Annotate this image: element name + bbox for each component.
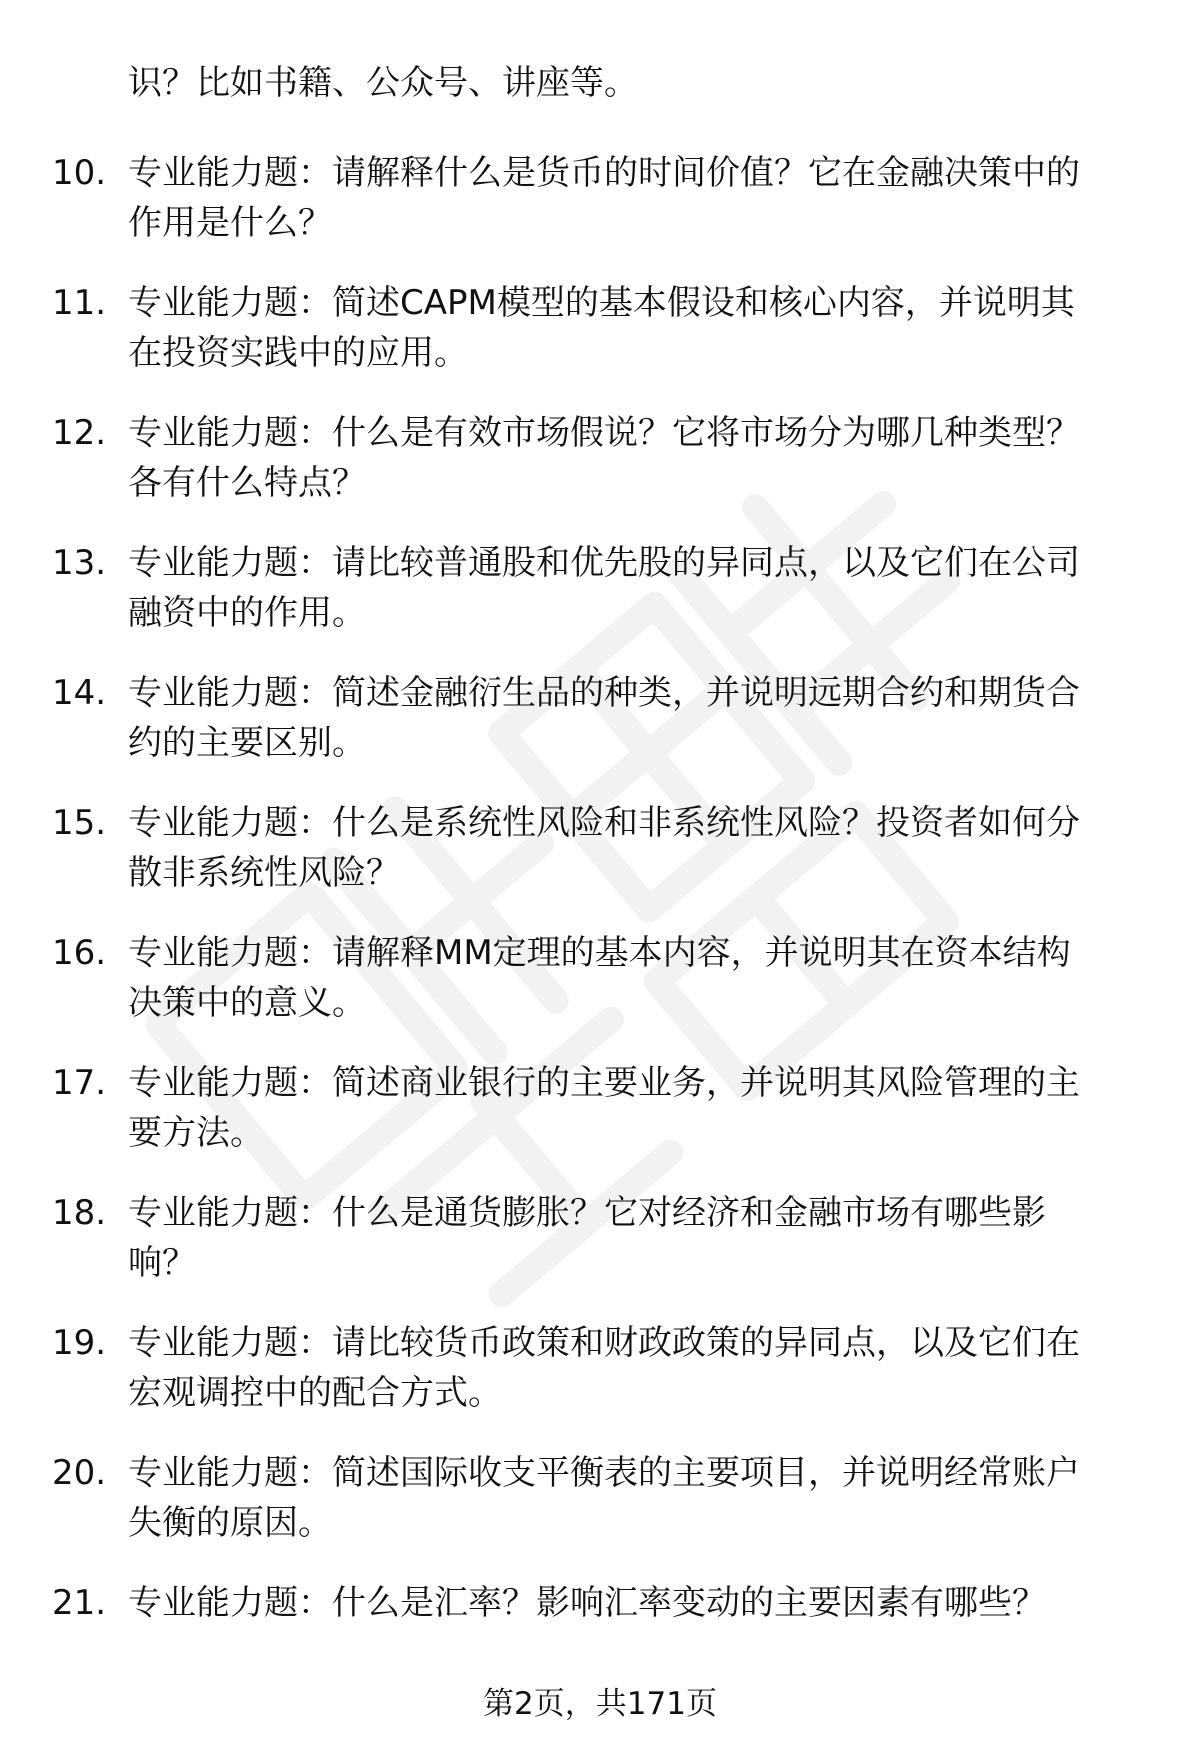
question-text-line: 专业能力题：简述CAPM模型的基本假设和核心内容，并说明其 xyxy=(128,283,1075,323)
page-number-footer: 第2页，共171页 xyxy=(483,1686,717,1722)
question-text-line: 专业能力题：简述金融衍生品的种类，并说明远期合约和期货合 xyxy=(128,673,1080,713)
question-number: 11. xyxy=(52,283,107,323)
question-text-line: 专业能力题：请比较普通股和优先股的异同点，以及它们在公司 xyxy=(128,543,1080,583)
question-text-line: 失衡的原因。 xyxy=(128,1503,332,1543)
question-list xyxy=(0,148,1200,1708)
question-text-line: 约的主要区别。 xyxy=(128,723,366,763)
question-number: 16. xyxy=(52,933,107,973)
question-text-line: 专业能力题：什么是有效市场假说？它将市场分为哪几种类型？ xyxy=(128,413,1080,453)
question-number: 20. xyxy=(52,1453,107,1493)
question-text xyxy=(128,798,1138,898)
question-text-line: 专业能力题：什么是汇率？影响汇率变动的主要因素有哪些？ xyxy=(128,1583,1046,1623)
question-text-line: 专业能力题：请解释MM定理的基本内容，并说明其在资本结构 xyxy=(128,933,1071,973)
question-text-line: 散非系统性风险？ xyxy=(128,853,400,893)
question-number: 17. xyxy=(52,1063,107,1103)
continued-question-text: 识？比如书籍、公众号、讲座等。 xyxy=(128,63,638,103)
question-number: 13. xyxy=(52,543,107,583)
question-text xyxy=(128,1318,1138,1418)
question-text-line: 决策中的意义。 xyxy=(128,983,366,1023)
question-number: 12. xyxy=(52,413,107,453)
question-number: 10. xyxy=(52,153,107,193)
question-item xyxy=(0,1058,1200,1188)
question-text xyxy=(128,1188,1138,1288)
question-text-line: 在投资实践中的应用。 xyxy=(128,333,468,373)
question-number: 19. xyxy=(52,1323,107,1363)
question-text xyxy=(128,408,1138,508)
question-text xyxy=(128,278,1138,378)
question-item xyxy=(0,1448,1200,1578)
question-text xyxy=(128,1058,1138,1158)
question-text-line: 要方法。 xyxy=(128,1113,264,1153)
question-number: 15. xyxy=(52,803,107,843)
question-text xyxy=(128,1448,1138,1548)
question-text-line: 专业能力题：简述国际收支平衡表的主要项目，并说明经常账户 xyxy=(128,1453,1080,1493)
question-item xyxy=(0,408,1200,538)
question-item xyxy=(0,538,1200,668)
question-text-line: 专业能力题：请解释什么是货币的时间价值？它在金融决策中的 xyxy=(128,153,1080,193)
question-text xyxy=(128,928,1138,1028)
question-text xyxy=(128,148,1138,248)
question-item xyxy=(0,148,1200,278)
question-text-line: 各有什么特点？ xyxy=(128,463,366,503)
question-number: 14. xyxy=(52,673,107,713)
question-item xyxy=(0,1188,1200,1318)
question-number: 21. xyxy=(52,1583,107,1623)
question-text-line: 宏观调控中的配合方式。 xyxy=(128,1373,502,1413)
question-item xyxy=(0,928,1200,1058)
question-item xyxy=(0,668,1200,798)
question-item xyxy=(0,278,1200,408)
question-item xyxy=(0,798,1200,928)
question-number: 18. xyxy=(52,1193,107,1233)
question-item xyxy=(0,1318,1200,1448)
question-text xyxy=(128,668,1138,768)
question-text xyxy=(128,538,1138,638)
question-text-line: 专业能力题：请比较货币政策和财政政策的异同点，以及它们在 xyxy=(128,1323,1080,1363)
question-text-line: 响？ xyxy=(128,1243,196,1283)
question-text-line: 作用是什么？ xyxy=(128,203,332,243)
question-text xyxy=(128,1578,1138,1628)
question-text-line: 融资中的作用。 xyxy=(128,593,366,633)
question-text-line: 专业能力题：什么是系统性风险和非系统性风险？投资者如何分 xyxy=(128,803,1080,843)
question-text-line: 专业能力题：什么是通货膨胀？它对经济和金融市场有哪些影 xyxy=(128,1193,1046,1233)
question-text-line: 专业能力题：简述商业银行的主要业务，并说明其风险管理的主 xyxy=(128,1063,1080,1103)
